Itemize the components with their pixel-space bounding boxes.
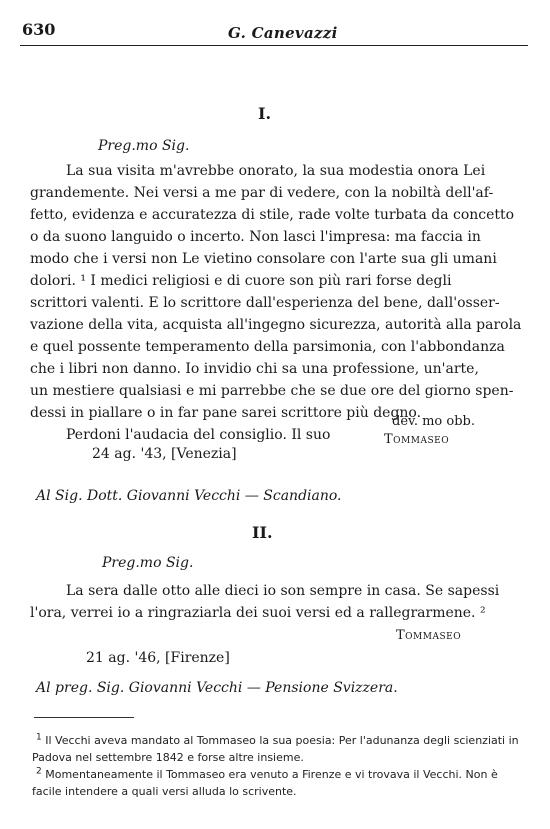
letter-1-line: un mestiere qualsiasi e mi parrebbe che se due ore del giorno spen-	[30, 383, 514, 399]
letter-2-date: 21 ag. '46, [Firenze]	[86, 650, 230, 666]
letter-2-line: La sera dalle otto alle dieci io son sempre in casa. Se sapessi	[66, 583, 500, 599]
letter-2-numeral: II.	[252, 523, 273, 542]
letter-1-line: vazione della vita, acquista all'ingegno sicurezza, autorità alla parola	[30, 317, 522, 333]
letter-1-line: e quel possente temperamento della parsimonia, con l'abbondanza	[30, 339, 505, 355]
letter-1-closing: Perdoni l'audacia del consiglio. Il suo	[66, 427, 331, 443]
letter-1-signature: dev. mo obb.	[392, 414, 475, 429]
letter-1-date: 24 ag. '43, [Venezia]	[92, 446, 237, 462]
letter-1-numeral: I.	[258, 104, 272, 123]
letter-2-line: l'ora, verrei io a ringraziarla dei suoi versi ed a rallegrarmene. ²	[30, 605, 486, 621]
footnote-text: Momentaneamente il Tommaseo era venuto a Firenze e vi trovava il Vecchi. Non è facile intendere a quali versi alluda lo scrivente.	[32, 768, 498, 798]
letter-2-salutation: Preg.mo Sig.	[102, 555, 194, 571]
footnote-1	[32, 732, 524, 766]
footnote-rule	[34, 717, 134, 718]
letter-1-line: o da suono languido o incerto. Non lasci l'impresa: ma faccia in	[30, 229, 481, 245]
letter-1-line: dessi in piallare o in far pane sarei scrittore più degno.	[30, 405, 422, 421]
letter-2-addressee: Al preg. Sig. Giovanni Vecchi — Pensione Svizzera.	[36, 680, 398, 696]
letter-1-signer: Tommaseo	[384, 432, 450, 447]
letter-1-line: scrittori valenti. E lo scrittore dall'esperienza del bene, dall'osser-	[30, 295, 500, 311]
letter-2-signer: Tommaseo	[396, 628, 462, 643]
footnote-text: Il Vecchi aveva mandato al Tommaseo la sua poesia: Per l'adunanza degli scienziati in Padova nel settembre 1842 e forse altre insieme.	[32, 734, 519, 764]
letter-1-line: fetto, evidenza e accuratezza di stile, rade volte turbata da concetto	[30, 207, 515, 223]
running-title: G. Canevazzi	[228, 24, 338, 42]
letter-1-line: La sua visita m'avrebbe onorato, la sua modestia onora Lei	[66, 163, 486, 179]
footnotes	[32, 732, 524, 800]
footnote-2	[32, 766, 524, 800]
letter-1-line: grandemente. Nei versi a me par di vedere, con la nobiltà dell'af-	[30, 185, 494, 201]
letter-1-salutation: Preg.mo Sig.	[98, 138, 190, 154]
letter-1-line: dolori. ¹ I medici religiosi e di cuore son più rari forse degli	[30, 273, 452, 289]
letter-1-addressee: Al Sig. Dott. Giovanni Vecchi — Scandiano.	[36, 488, 342, 504]
header-rule	[20, 45, 528, 46]
page-number: 630	[22, 20, 56, 39]
footnote-marker: 1	[36, 732, 42, 743]
letter-2-body	[30, 580, 522, 624]
letter-1-line: che i libri non danno. Io invidio chi sa una professione, un'arte,	[30, 361, 479, 377]
letter-1-line: modo che i versi non Le vietino consolare con l'arte sua gli umani	[30, 251, 497, 267]
footnote-marker: 2	[36, 766, 42, 777]
letter-1-body	[30, 160, 522, 446]
